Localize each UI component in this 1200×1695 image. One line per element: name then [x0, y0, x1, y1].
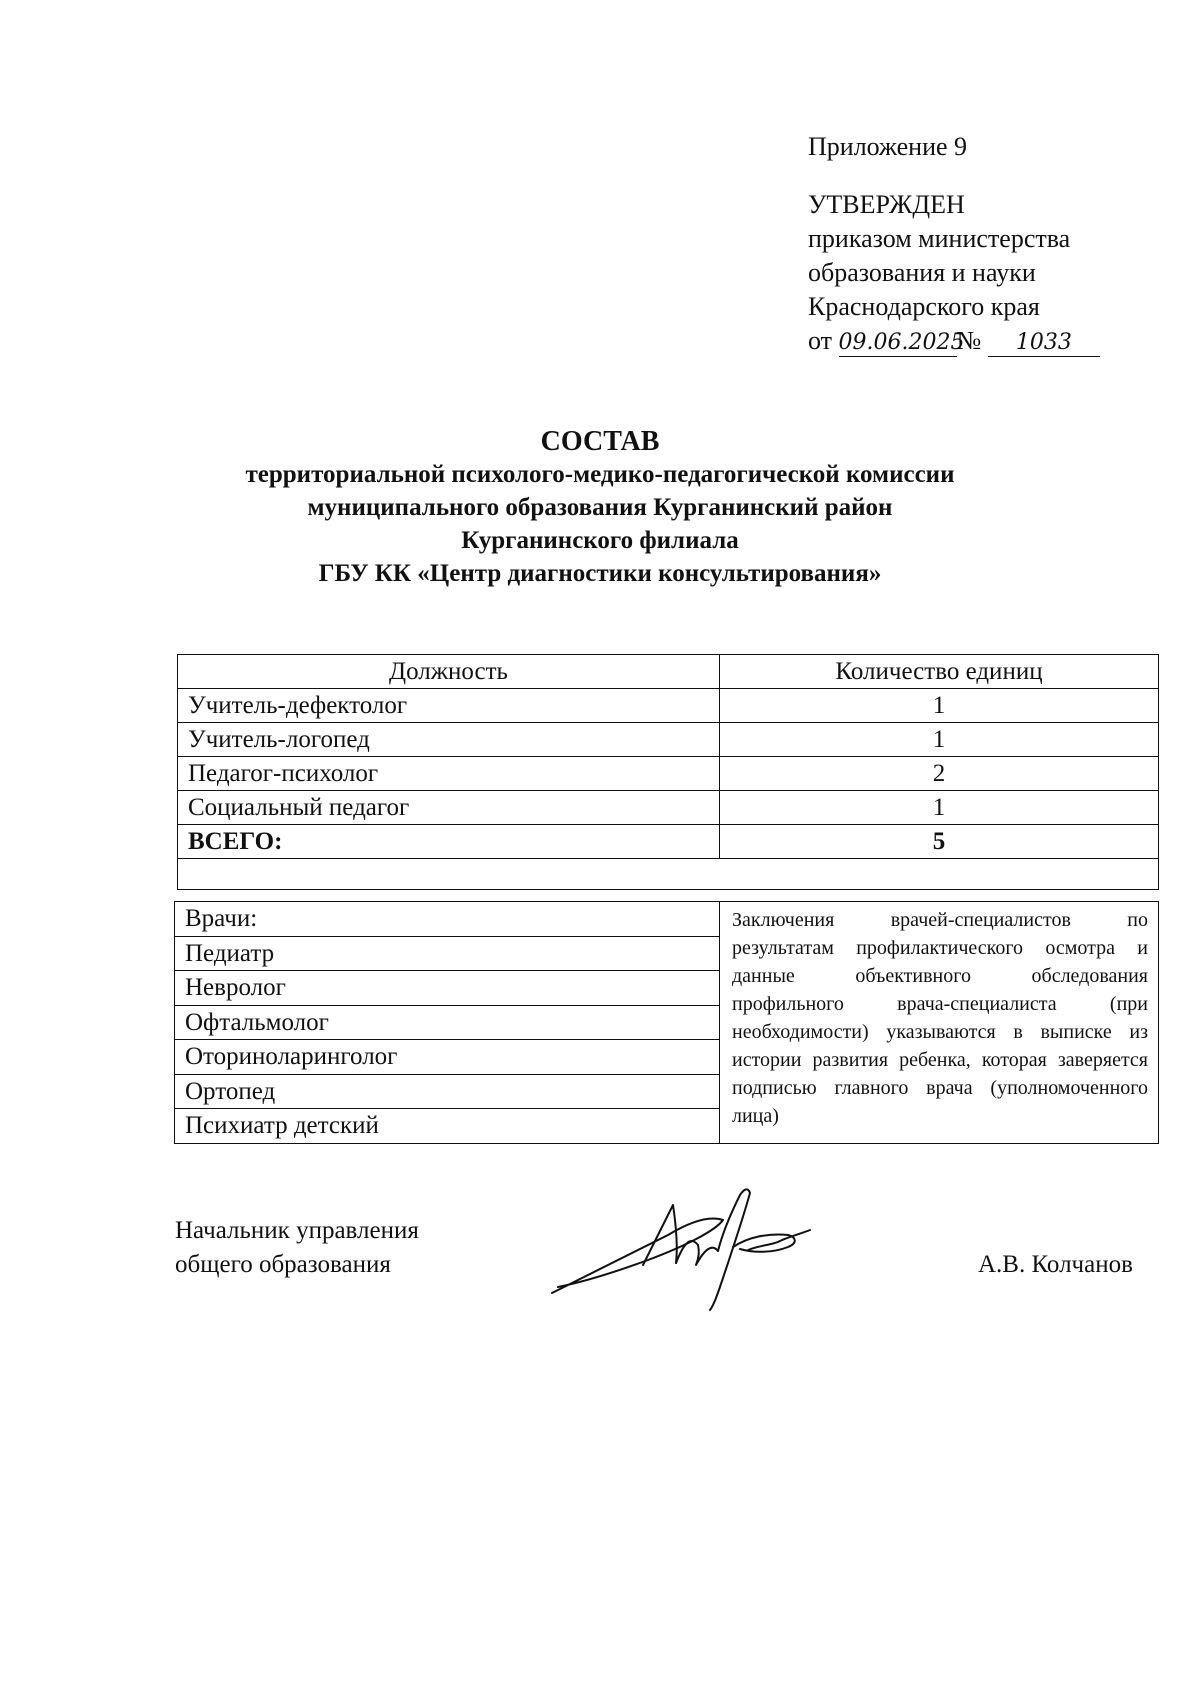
table-row	[175, 902, 1159, 937]
count-cell: 1	[720, 689, 1159, 723]
title-line-4: ГБУ КК «Центр диагностики консультирования»	[318, 560, 882, 587]
approved-label: УТВЕРЖДЕН	[808, 190, 965, 219]
total-row	[178, 825, 1159, 859]
position-cell: Педагог-психолог	[178, 757, 720, 791]
approval-line-3: Краснодарского края	[808, 292, 1040, 321]
doctor-cell: Невролог	[175, 971, 720, 1006]
position-cell: Учитель-дефектолог	[178, 689, 720, 723]
number-label: №	[956, 326, 982, 355]
order-number: 1033	[988, 330, 1100, 357]
empty-row	[178, 859, 1159, 890]
document-title	[0, 425, 1200, 590]
position-cell: Учитель-логопед	[178, 723, 720, 757]
count-cell: 1	[720, 791, 1159, 825]
approval-date-line	[808, 324, 1100, 358]
approval-line-2: образования и науки	[808, 258, 1036, 287]
table-row	[178, 757, 1159, 791]
order-date: 09.06.2025	[838, 330, 965, 355]
table-row	[178, 723, 1159, 757]
signer-name: А.В. Колчанов	[978, 1251, 1133, 1278]
empty-cell	[178, 859, 1159, 890]
total-label: ВСЕГО:	[178, 825, 720, 859]
handwritten-signature	[548, 1175, 828, 1315]
total-count: 5	[720, 825, 1159, 859]
doctor-cell: Офтальмолог	[175, 1005, 720, 1040]
doctor-cell: Оториноларинголог	[175, 1040, 720, 1075]
staff-table	[177, 654, 1159, 890]
doctors-table	[174, 901, 1159, 1144]
doctor-cell: Педиатр	[175, 936, 720, 971]
appendix-label: Приложение 9	[808, 132, 968, 161]
doctor-cell: Ортопед	[175, 1074, 720, 1109]
signer-title	[175, 1214, 419, 1282]
title-main: СОСТАВ	[540, 426, 660, 457]
doctor-cell: Психиатр детский	[175, 1109, 720, 1144]
approval-block	[808, 130, 1100, 358]
title-line-1: территориальной психолого-медико-педагогической комиссии	[245, 461, 955, 488]
header-count: Количество единиц	[720, 655, 1159, 689]
approval-line-1: приказом министерства	[808, 224, 1071, 253]
header-position: Должность	[178, 655, 720, 689]
signer-title-line-2: общего образования	[175, 1251, 391, 1278]
doctors-note: Заключения врачей-специалистов по результатам профилактического осмотра и данные объективного обследования профильного врача-специалиста (при необходимости) указываются в выписке из истории развития ребенка, которая заверяется подписью главного врача (уполномоченного лица)	[720, 902, 1159, 1144]
table-row	[178, 791, 1159, 825]
position-cell: Социальный педагог	[178, 791, 720, 825]
count-cell: 1	[720, 723, 1159, 757]
signer-title-line-1: Начальник управления	[175, 1217, 419, 1244]
doctor-cell: Врачи:	[175, 902, 720, 937]
from-label: от	[808, 326, 833, 355]
table-row	[178, 689, 1159, 723]
table-header-row	[178, 655, 1159, 689]
title-line-2: муниципального образования Курганинский район	[307, 494, 893, 521]
title-line-3: Курганинского филиала	[461, 527, 739, 554]
count-cell: 2	[720, 757, 1159, 791]
